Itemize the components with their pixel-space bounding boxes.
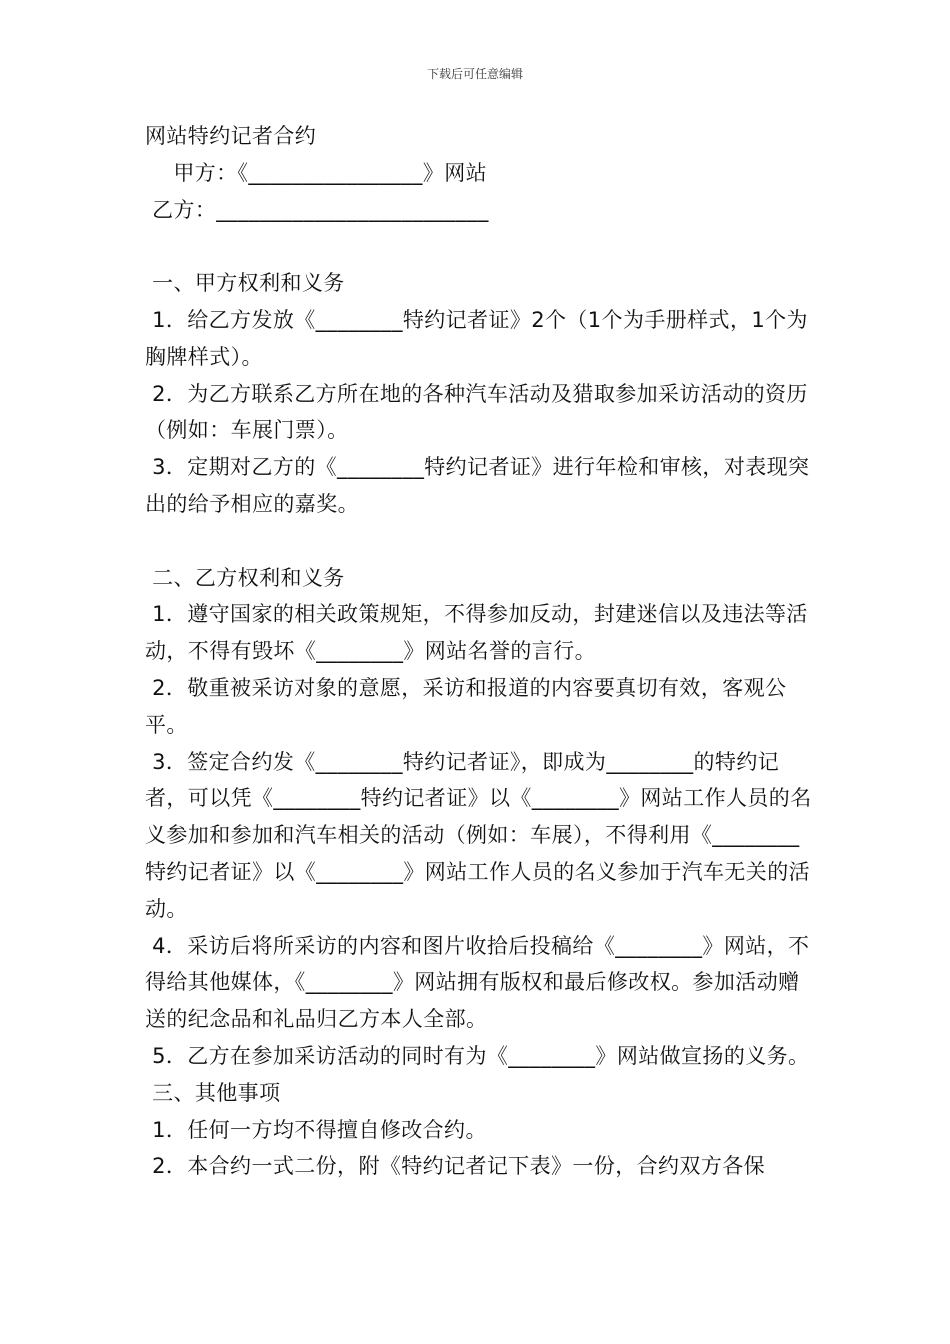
party-b-line: 乙方：_________________________ [145,197,489,222]
party-a-line: 甲方：《________________》网站 [145,160,488,185]
section2-item3: 3．签定合约发《________特约记者证》，即成为________的特约记者，可以凭《________特约记者证》以《________》网站工作人员的名义参加和参加和汽车相关的活动（例如：车展），不得利用《________特约记者证》以《________》网站工作人员的名义参加于汽车无关的活动。 [145,749,812,921]
section1-item2: 2．为乙方联系乙方所在地的各种汽车活动及猎取参加采访活动的资历（例如：车展门票）。 [145,381,808,443]
section3-heading: 三、其他事项 [145,1080,281,1105]
document-body [145,118,815,1185]
section2-item2: 2．敬重被采访对象的意愿，采访和报道的内容要真切有效，客观公平。 [145,675,787,737]
document-title: 网站特约记者合约 [145,124,317,148]
page-header: 下载后可任意编辑 [426,67,523,81]
section3-item2: 2．本合约一式二份，附《特约记者记下表》一份，合约双方各保 [145,1154,766,1179]
section2-item5: 5．乙方在参加采访活动的同时有为《________》网站做宣扬的义务。 [145,1043,810,1068]
spacer [145,523,815,560]
section1-heading: 一、甲方权利和义务 [145,271,345,296]
section2-item4: 4．采访后将所采访的内容和图片收拾后投稿给《________》网站，不得给其他媒体，《________》网站拥有版权和最后修改权。参加活动赠送的纪念品和礼品归乙方本人全部。 [145,933,810,1032]
spacer [145,228,815,265]
section2-heading: 二、乙方权利和义务 [145,565,345,590]
section1-item1: 1．给乙方发放《________特约记者证》2个（1个为手册样式，1个为胸牌样式）。 [145,307,808,369]
section3-item1: 1．任何一方均不得擅自修改合约。 [145,1117,487,1142]
section1-item3: 3．定期对乙方的《________特约记者证》进行年检和审核，对表现突出的给予相应的嘉奖。 [145,455,810,516]
section2-item1: 1．遵守国家的相关政策规矩，不得参加反动，封建迷信以及违法等活动，不得有毁坏《________》网站名誉的言行。 [145,602,808,664]
